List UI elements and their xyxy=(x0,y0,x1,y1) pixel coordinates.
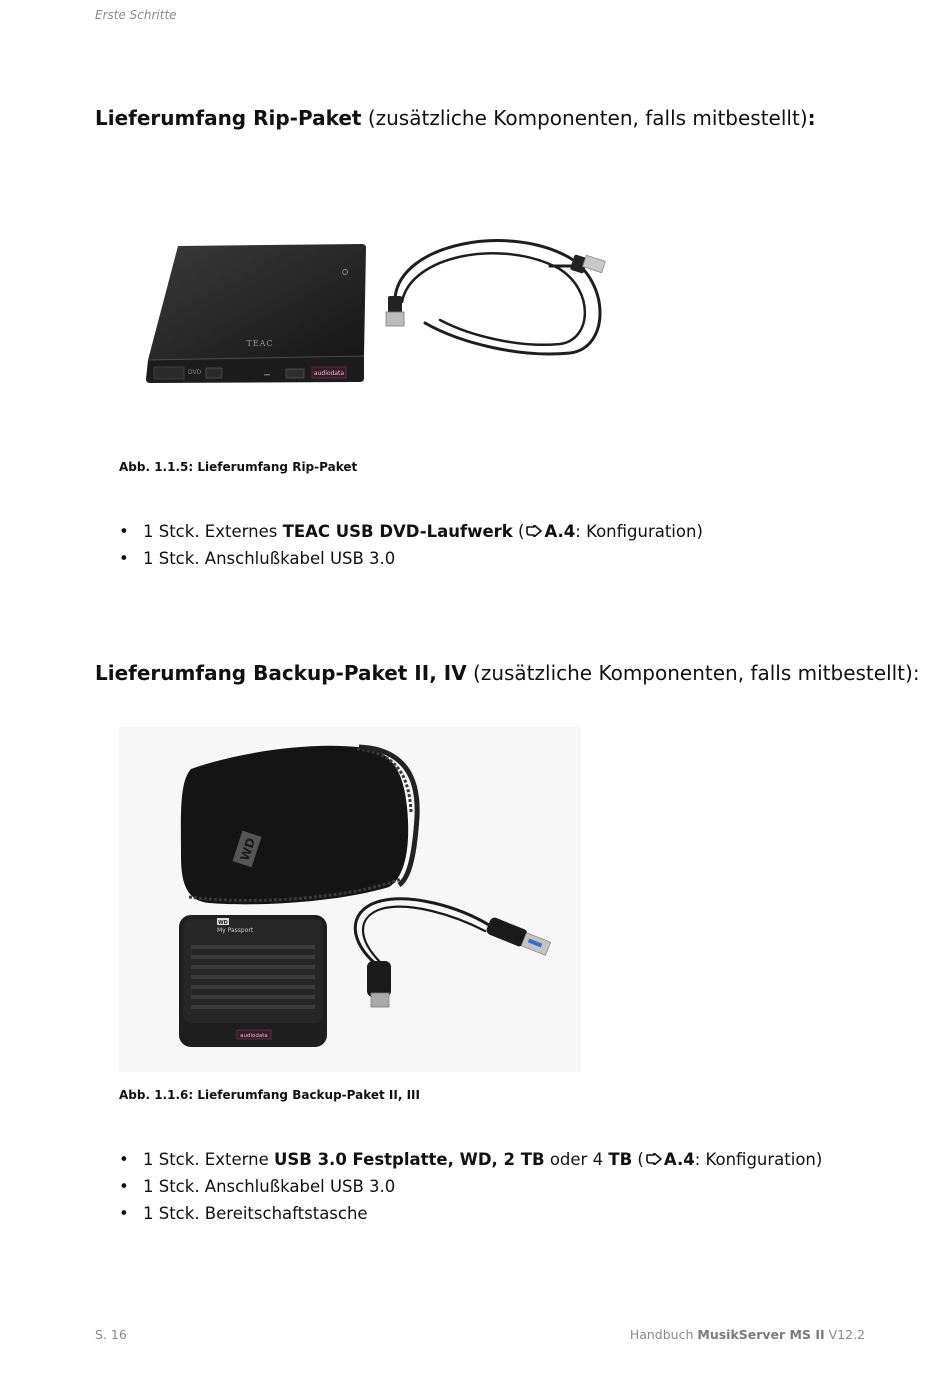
bullet: • xyxy=(119,549,129,568)
bullet: • xyxy=(119,522,129,541)
list-item: • 1 Stck. Anschlußkabel USB 3.0 xyxy=(119,545,703,572)
list-item: • 1 Stck. Externe USB 3.0 Festplatte, WD, 2 TB oder 4 TB ( A.4: Konfiguration) xyxy=(119,1146,822,1173)
cross-reference-a4[interactable]: A.4 xyxy=(663,1150,695,1169)
dvd-drive-image xyxy=(146,244,366,383)
usb-cable-image xyxy=(395,241,600,354)
usb-connector-b-image xyxy=(386,296,404,326)
list-item: • 1 Stck. Externes TEAC USB DVD-Laufwerk ( A.4: Konfiguration) xyxy=(119,518,703,545)
heading-bold-part: Lieferumfang Rip-Paket xyxy=(95,106,362,130)
section-heading-backup-paket xyxy=(95,661,920,685)
list-item: • 1 Stck. Bereitschaftstasche xyxy=(119,1200,822,1227)
bullet: • xyxy=(119,1150,129,1169)
product-name: USB 3.0 Festplatte, WD, 2 TB xyxy=(273,1150,545,1169)
document-title: Handbuch MusikServer MS II V12.2 xyxy=(629,1327,865,1342)
heading-colon: : xyxy=(807,106,816,130)
rip-paket-photo xyxy=(140,228,620,393)
running-header: Erste Schritte xyxy=(95,8,177,22)
my-passport-label: My Passport xyxy=(217,927,254,934)
heading-bold-part: Lieferumfang Backup-Paket II, IV xyxy=(95,661,467,685)
heading-regular-part: (zusätzliche Komponenten, falls mitbestellt): xyxy=(466,661,920,685)
audiodata-badge: audiodata xyxy=(313,370,345,377)
figure-caption-1-1-5: Abb. 1.1.5: Lieferumfang Rip-Paket xyxy=(119,460,358,474)
teac-logo: TEAC xyxy=(246,339,274,348)
hand-pointer-arrow-icon xyxy=(646,1146,662,1173)
bullet: • xyxy=(119,1204,129,1223)
pouch-wd-logo: WD xyxy=(237,836,259,863)
backup-paket-item-list xyxy=(119,1146,822,1227)
rip-paket-item-list xyxy=(119,518,703,572)
bullet: • xyxy=(119,1177,129,1196)
wd-passport-drive-image xyxy=(179,915,327,1047)
section-heading-rip-paket xyxy=(95,106,816,130)
page-number: S. 16 xyxy=(95,1327,127,1342)
list-item: • 1 Stck. Anschlußkabel USB 3.0 xyxy=(119,1173,822,1200)
neoprene-pouch-image xyxy=(181,746,417,905)
usb-connector-a-image xyxy=(570,254,605,274)
cross-reference-a4[interactable]: A.4 xyxy=(544,522,576,541)
drive-audiodata-badge: audiodata xyxy=(240,1033,268,1039)
backup-paket-photo xyxy=(119,727,581,1072)
drive-wd-logo: WD xyxy=(218,920,228,926)
dvd-logo: DVD xyxy=(188,369,202,376)
capacity-unit: TB xyxy=(608,1150,633,1169)
usb3-micro-b-connector-image xyxy=(367,961,391,1007)
figure-caption-1-1-6: Abb. 1.1.6: Lieferumfang Backup-Paket II, III xyxy=(119,1088,420,1102)
product-name: TEAC USB DVD-Laufwerk xyxy=(282,522,513,541)
hand-pointer-arrow-icon xyxy=(526,518,542,545)
heading-regular-part: (zusätzliche Komponenten, falls mitbestellt) xyxy=(361,106,808,130)
